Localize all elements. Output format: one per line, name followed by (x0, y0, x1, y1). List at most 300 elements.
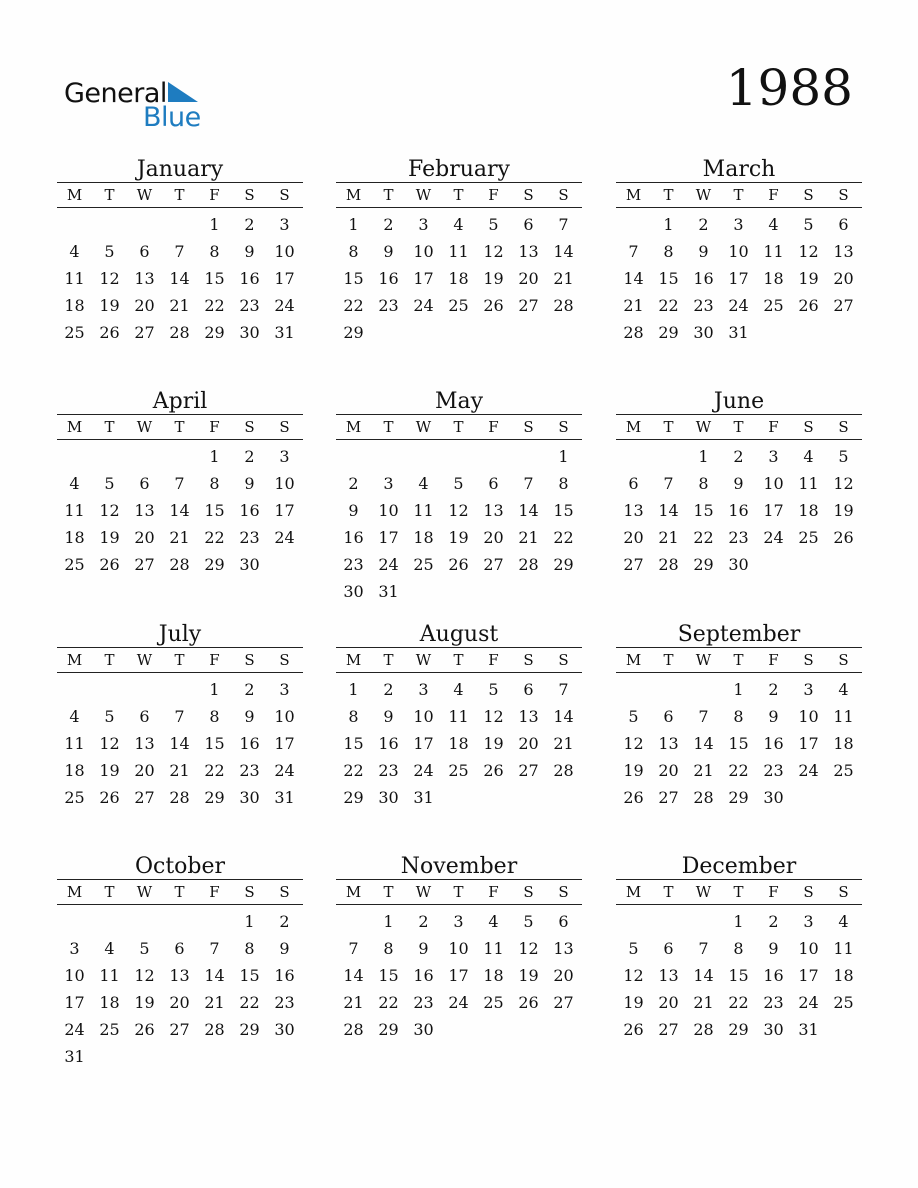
week-row (616, 908, 862, 935)
day-cell: 26 (448, 555, 469, 574)
day-cell: 18 (64, 296, 85, 315)
day-cell: 17 (798, 966, 819, 985)
day-cell: 26 (518, 993, 539, 1012)
logo-triangle-icon (166, 82, 198, 104)
day-cell: 12 (448, 501, 469, 520)
week-row (616, 238, 862, 265)
day-cell: 10 (798, 939, 819, 958)
week-row (616, 497, 862, 524)
week-row (616, 703, 862, 730)
weekday-label: M (625, 186, 642, 204)
day-cell: 24 (274, 296, 295, 315)
day-cell: 13 (658, 734, 679, 753)
week-row (57, 319, 303, 346)
day-cell: 6 (174, 939, 185, 958)
day-cell: 2 (279, 912, 290, 931)
weekday-label: S (558, 418, 569, 436)
day-cell: 16 (239, 269, 260, 288)
day-cell: 3 (733, 215, 744, 234)
day-cell: 28 (204, 1020, 225, 1039)
weekday-label: S (244, 418, 255, 436)
day-cell: 17 (798, 734, 819, 753)
day-cell: 3 (69, 939, 80, 958)
day-cell: 9 (383, 242, 394, 261)
day-cell: 19 (448, 528, 469, 547)
weekday-label: T (174, 883, 185, 901)
month-grid (57, 647, 303, 811)
day-cell: 11 (763, 242, 784, 261)
day-cell: 25 (798, 528, 819, 547)
day-cell: 3 (279, 680, 290, 699)
day-cell: 16 (763, 734, 784, 753)
weekday-label: T (733, 186, 744, 204)
day-cell (616, 443, 651, 470)
day-cell: 8 (558, 474, 569, 493)
day-cell (197, 1043, 232, 1070)
day-cell: 8 (663, 242, 674, 261)
weekday-label: W (695, 186, 712, 204)
day-cell: 21 (169, 761, 190, 780)
month-june (616, 390, 862, 600)
day-cell: 17 (64, 993, 85, 1012)
month-july (57, 623, 303, 833)
day-cell: 2 (418, 912, 429, 931)
day-cell: 15 (204, 269, 225, 288)
day-cell: 14 (693, 734, 714, 753)
day-cell: 1 (733, 680, 744, 699)
weekday-label: F (768, 186, 779, 204)
day-cell (511, 784, 546, 811)
week-row (616, 989, 862, 1016)
day-cell: 14 (204, 966, 225, 985)
day-cell: 8 (209, 242, 220, 261)
day-cell: 8 (733, 939, 744, 958)
day-cell: 9 (244, 474, 255, 493)
weekday-label: S (803, 651, 814, 669)
day-cell: 14 (169, 734, 190, 753)
month-name: February (408, 157, 510, 182)
day-cell (476, 319, 511, 346)
day-cell: 28 (553, 296, 574, 315)
week-row (57, 211, 303, 238)
week-row (616, 730, 862, 757)
day-cell: 10 (798, 707, 819, 726)
weekday-label: S (279, 651, 290, 669)
week-row (57, 757, 303, 784)
weekday-label: F (209, 186, 220, 204)
day-cell: 3 (279, 447, 290, 466)
day-cell: 26 (134, 1020, 155, 1039)
day-cell (476, 784, 511, 811)
day-cell: 14 (169, 501, 190, 520)
day-cell: 20 (518, 269, 539, 288)
month-name: September (677, 622, 801, 647)
day-cell (616, 211, 651, 238)
day-cell: 5 (523, 912, 534, 931)
day-cell: 31 (798, 1020, 819, 1039)
day-cell: 28 (169, 788, 190, 807)
day-cell: 26 (623, 1020, 644, 1039)
day-cell: 9 (383, 707, 394, 726)
weekday-label: S (838, 418, 849, 436)
day-cell: 29 (239, 1020, 260, 1039)
day-cell: 28 (518, 555, 539, 574)
day-cell: 31 (728, 323, 749, 342)
weekday-label: T (453, 418, 464, 436)
day-cell: 13 (623, 501, 644, 520)
day-cell: 5 (803, 215, 814, 234)
month-grid (616, 414, 862, 578)
week-row (57, 265, 303, 292)
week-row (57, 524, 303, 551)
weekday-label: F (768, 883, 779, 901)
day-cell: 22 (728, 993, 749, 1012)
day-cell: 6 (628, 474, 639, 493)
day-cell (127, 908, 162, 935)
day-cell: 25 (64, 555, 85, 574)
day-cell: 15 (204, 734, 225, 753)
day-cell: 24 (763, 528, 784, 547)
day-cell: 4 (768, 215, 779, 234)
month-december (616, 855, 862, 1065)
day-cell: 19 (518, 966, 539, 985)
day-cell (476, 1016, 511, 1043)
week-row (57, 989, 303, 1016)
month-grid (336, 414, 582, 605)
weekday-label: T (733, 651, 744, 669)
weekday-label: S (244, 883, 255, 901)
day-cell: 17 (728, 269, 749, 288)
day-cell (92, 1043, 127, 1070)
day-cell: 23 (413, 993, 434, 1012)
week-row (616, 962, 862, 989)
day-cell: 17 (448, 966, 469, 985)
day-cell: 27 (134, 555, 155, 574)
week-row (57, 238, 303, 265)
day-cell: 19 (833, 501, 854, 520)
weekday-label: F (488, 186, 499, 204)
day-cell: 23 (728, 528, 749, 547)
week-row (616, 757, 862, 784)
day-cell: 5 (838, 447, 849, 466)
day-cell: 16 (413, 966, 434, 985)
weekday-label: S (244, 651, 255, 669)
day-cell (546, 578, 581, 605)
week-row (336, 443, 582, 470)
week-row (57, 703, 303, 730)
day-cell: 24 (378, 555, 399, 574)
day-cell: 24 (448, 993, 469, 1012)
day-cell: 22 (343, 296, 364, 315)
day-cell: 11 (64, 501, 85, 520)
day-cell: 19 (99, 528, 120, 547)
day-cell: 27 (833, 296, 854, 315)
day-cell: 1 (733, 912, 744, 931)
week-row (336, 757, 582, 784)
month-grid (336, 647, 582, 811)
day-cell: 29 (728, 788, 749, 807)
day-cell: 19 (483, 269, 504, 288)
day-cell (651, 908, 686, 935)
month-grid (616, 182, 862, 346)
weekday-label: M (625, 883, 642, 901)
day-cell: 30 (239, 555, 260, 574)
weekday-label: T (383, 651, 394, 669)
day-cell: 9 (279, 939, 290, 958)
week-row (616, 319, 862, 346)
week-row (336, 1016, 582, 1043)
weekday-label: S (279, 418, 290, 436)
day-cell: 28 (623, 323, 644, 342)
day-cell: 22 (553, 528, 574, 547)
day-cell: 20 (658, 993, 679, 1012)
day-cell: 15 (343, 734, 364, 753)
weekday-label: M (66, 186, 83, 204)
day-cell: 10 (763, 474, 784, 493)
weekday-label: S (523, 418, 534, 436)
day-cell: 7 (628, 242, 639, 261)
day-cell: 18 (483, 966, 504, 985)
weekday-header (616, 880, 862, 905)
day-cell (791, 319, 826, 346)
weekday-label: S (838, 883, 849, 901)
week-row (616, 551, 862, 578)
day-cell: 22 (204, 296, 225, 315)
day-cell: 4 (803, 447, 814, 466)
day-cell: 4 (488, 912, 499, 931)
day-cell (756, 319, 791, 346)
day-cell: 16 (343, 528, 364, 547)
day-cell: 16 (239, 501, 260, 520)
day-cell: 16 (239, 734, 260, 753)
day-cell: 19 (623, 761, 644, 780)
weekday-label: F (488, 883, 499, 901)
day-cell: 21 (204, 993, 225, 1012)
day-cell: 28 (693, 1020, 714, 1039)
week-row (336, 551, 582, 578)
weekday-label: T (174, 186, 185, 204)
day-cell: 9 (733, 474, 744, 493)
day-cell: 11 (833, 707, 854, 726)
day-cell: 7 (174, 242, 185, 261)
month-name: January (136, 157, 224, 182)
day-cell: 1 (209, 680, 220, 699)
day-cell: 7 (558, 215, 569, 234)
weekday-label: W (695, 418, 712, 436)
day-cell: 10 (274, 242, 295, 261)
day-cell: 29 (204, 323, 225, 342)
day-cell (476, 443, 511, 470)
month-november (336, 855, 582, 1065)
day-cell: 10 (378, 501, 399, 520)
day-cell: 25 (763, 296, 784, 315)
day-cell: 6 (523, 680, 534, 699)
day-cell: 6 (838, 215, 849, 234)
month-january (57, 158, 303, 368)
week-row (616, 470, 862, 497)
day-cell: 8 (698, 474, 709, 493)
day-cell: 16 (728, 501, 749, 520)
day-cell: 18 (448, 269, 469, 288)
day-cell: 17 (274, 501, 295, 520)
month-grid (57, 182, 303, 346)
day-cell: 12 (99, 269, 120, 288)
day-cell (57, 443, 92, 470)
day-cell: 16 (378, 734, 399, 753)
day-cell: 2 (244, 680, 255, 699)
day-cell (476, 578, 511, 605)
day-cell: 4 (418, 474, 429, 493)
week-row (336, 524, 582, 551)
day-cell (826, 1016, 861, 1043)
day-cell: 20 (169, 993, 190, 1012)
month-october (57, 855, 303, 1065)
day-cell: 26 (623, 788, 644, 807)
day-cell: 30 (728, 555, 749, 574)
day-cell: 14 (169, 269, 190, 288)
day-cell: 26 (99, 323, 120, 342)
day-cell: 28 (169, 555, 190, 574)
weekday-label: W (136, 418, 153, 436)
day-cell: 14 (693, 966, 714, 985)
day-cell: 11 (64, 269, 85, 288)
day-cell (511, 1016, 546, 1043)
day-cell: 7 (558, 680, 569, 699)
day-cell: 29 (343, 788, 364, 807)
weekday-label: F (209, 883, 220, 901)
day-cell: 4 (453, 215, 464, 234)
weekday-header (57, 415, 303, 440)
weekday-label: F (209, 418, 220, 436)
day-cell: 23 (378, 296, 399, 315)
day-cell: 27 (623, 555, 644, 574)
day-cell: 9 (244, 707, 255, 726)
day-cell: 25 (64, 323, 85, 342)
month-name: May (434, 389, 484, 414)
day-cell: 19 (134, 993, 155, 1012)
week-row (336, 784, 582, 811)
day-cell: 19 (99, 296, 120, 315)
day-cell: 9 (768, 939, 779, 958)
day-cell: 15 (204, 501, 225, 520)
day-cell: 9 (418, 939, 429, 958)
day-cell: 30 (239, 323, 260, 342)
weekday-label: T (104, 186, 115, 204)
weekday-header (57, 648, 303, 673)
day-cell: 2 (733, 447, 744, 466)
week-row (57, 497, 303, 524)
month-grid (336, 879, 582, 1043)
day-cell: 3 (383, 474, 394, 493)
day-cell: 16 (763, 966, 784, 985)
weekday-label: S (558, 651, 569, 669)
weekday-header (336, 880, 582, 905)
day-cell: 30 (693, 323, 714, 342)
week-row (336, 238, 582, 265)
day-cell: 14 (553, 707, 574, 726)
day-cell: 25 (448, 761, 469, 780)
day-cell: 11 (413, 501, 434, 520)
day-cell: 30 (763, 1020, 784, 1039)
day-cell: 22 (343, 761, 364, 780)
day-cell: 7 (174, 707, 185, 726)
day-cell: 30 (413, 1020, 434, 1039)
day-cell (371, 319, 406, 346)
day-cell: 14 (553, 242, 574, 261)
day-cell (162, 1043, 197, 1070)
day-cell: 21 (553, 269, 574, 288)
weekday-header (616, 415, 862, 440)
day-cell: 4 (104, 939, 115, 958)
day-cell: 5 (104, 242, 115, 261)
day-cell: 31 (64, 1047, 85, 1066)
day-cell: 18 (798, 501, 819, 520)
day-cell: 6 (139, 474, 150, 493)
week-row (616, 211, 862, 238)
week-row (57, 292, 303, 319)
day-cell: 10 (64, 966, 85, 985)
day-cell: 23 (693, 296, 714, 315)
day-cell: 11 (448, 242, 469, 261)
day-cell: 2 (383, 215, 394, 234)
month-april (57, 390, 303, 600)
weekday-label: S (523, 883, 534, 901)
week-row (336, 962, 582, 989)
day-cell: 3 (279, 215, 290, 234)
weekday-label: M (345, 418, 362, 436)
day-cell: 10 (448, 939, 469, 958)
month-august (336, 623, 582, 833)
day-cell: 12 (798, 242, 819, 261)
month-september (616, 623, 862, 833)
day-cell: 27 (169, 1020, 190, 1039)
day-cell (127, 1043, 162, 1070)
day-cell: 22 (378, 993, 399, 1012)
day-cell: 28 (169, 323, 190, 342)
day-cell: 2 (768, 912, 779, 931)
day-cell (92, 676, 127, 703)
day-cell: 13 (553, 939, 574, 958)
day-cell (441, 1016, 476, 1043)
week-row (57, 962, 303, 989)
day-cell: 23 (343, 555, 364, 574)
weekday-label: S (523, 186, 534, 204)
day-cell: 5 (104, 474, 115, 493)
day-cell: 31 (413, 788, 434, 807)
day-cell: 13 (134, 734, 155, 753)
day-cell: 1 (348, 215, 359, 234)
day-cell (92, 211, 127, 238)
day-cell: 9 (348, 501, 359, 520)
day-cell: 8 (733, 707, 744, 726)
day-cell (546, 319, 581, 346)
day-cell: 24 (274, 761, 295, 780)
day-cell: 5 (453, 474, 464, 493)
weekday-label: M (345, 883, 362, 901)
day-cell (791, 784, 826, 811)
weekday-label: T (663, 883, 674, 901)
day-cell: 6 (139, 707, 150, 726)
day-cell: 18 (413, 528, 434, 547)
day-cell: 2 (244, 215, 255, 234)
day-cell: 4 (69, 242, 80, 261)
week-row (616, 524, 862, 551)
day-cell: 29 (728, 1020, 749, 1039)
day-cell: 3 (418, 215, 429, 234)
day-cell (162, 908, 197, 935)
day-cell (162, 443, 197, 470)
day-cell (127, 676, 162, 703)
